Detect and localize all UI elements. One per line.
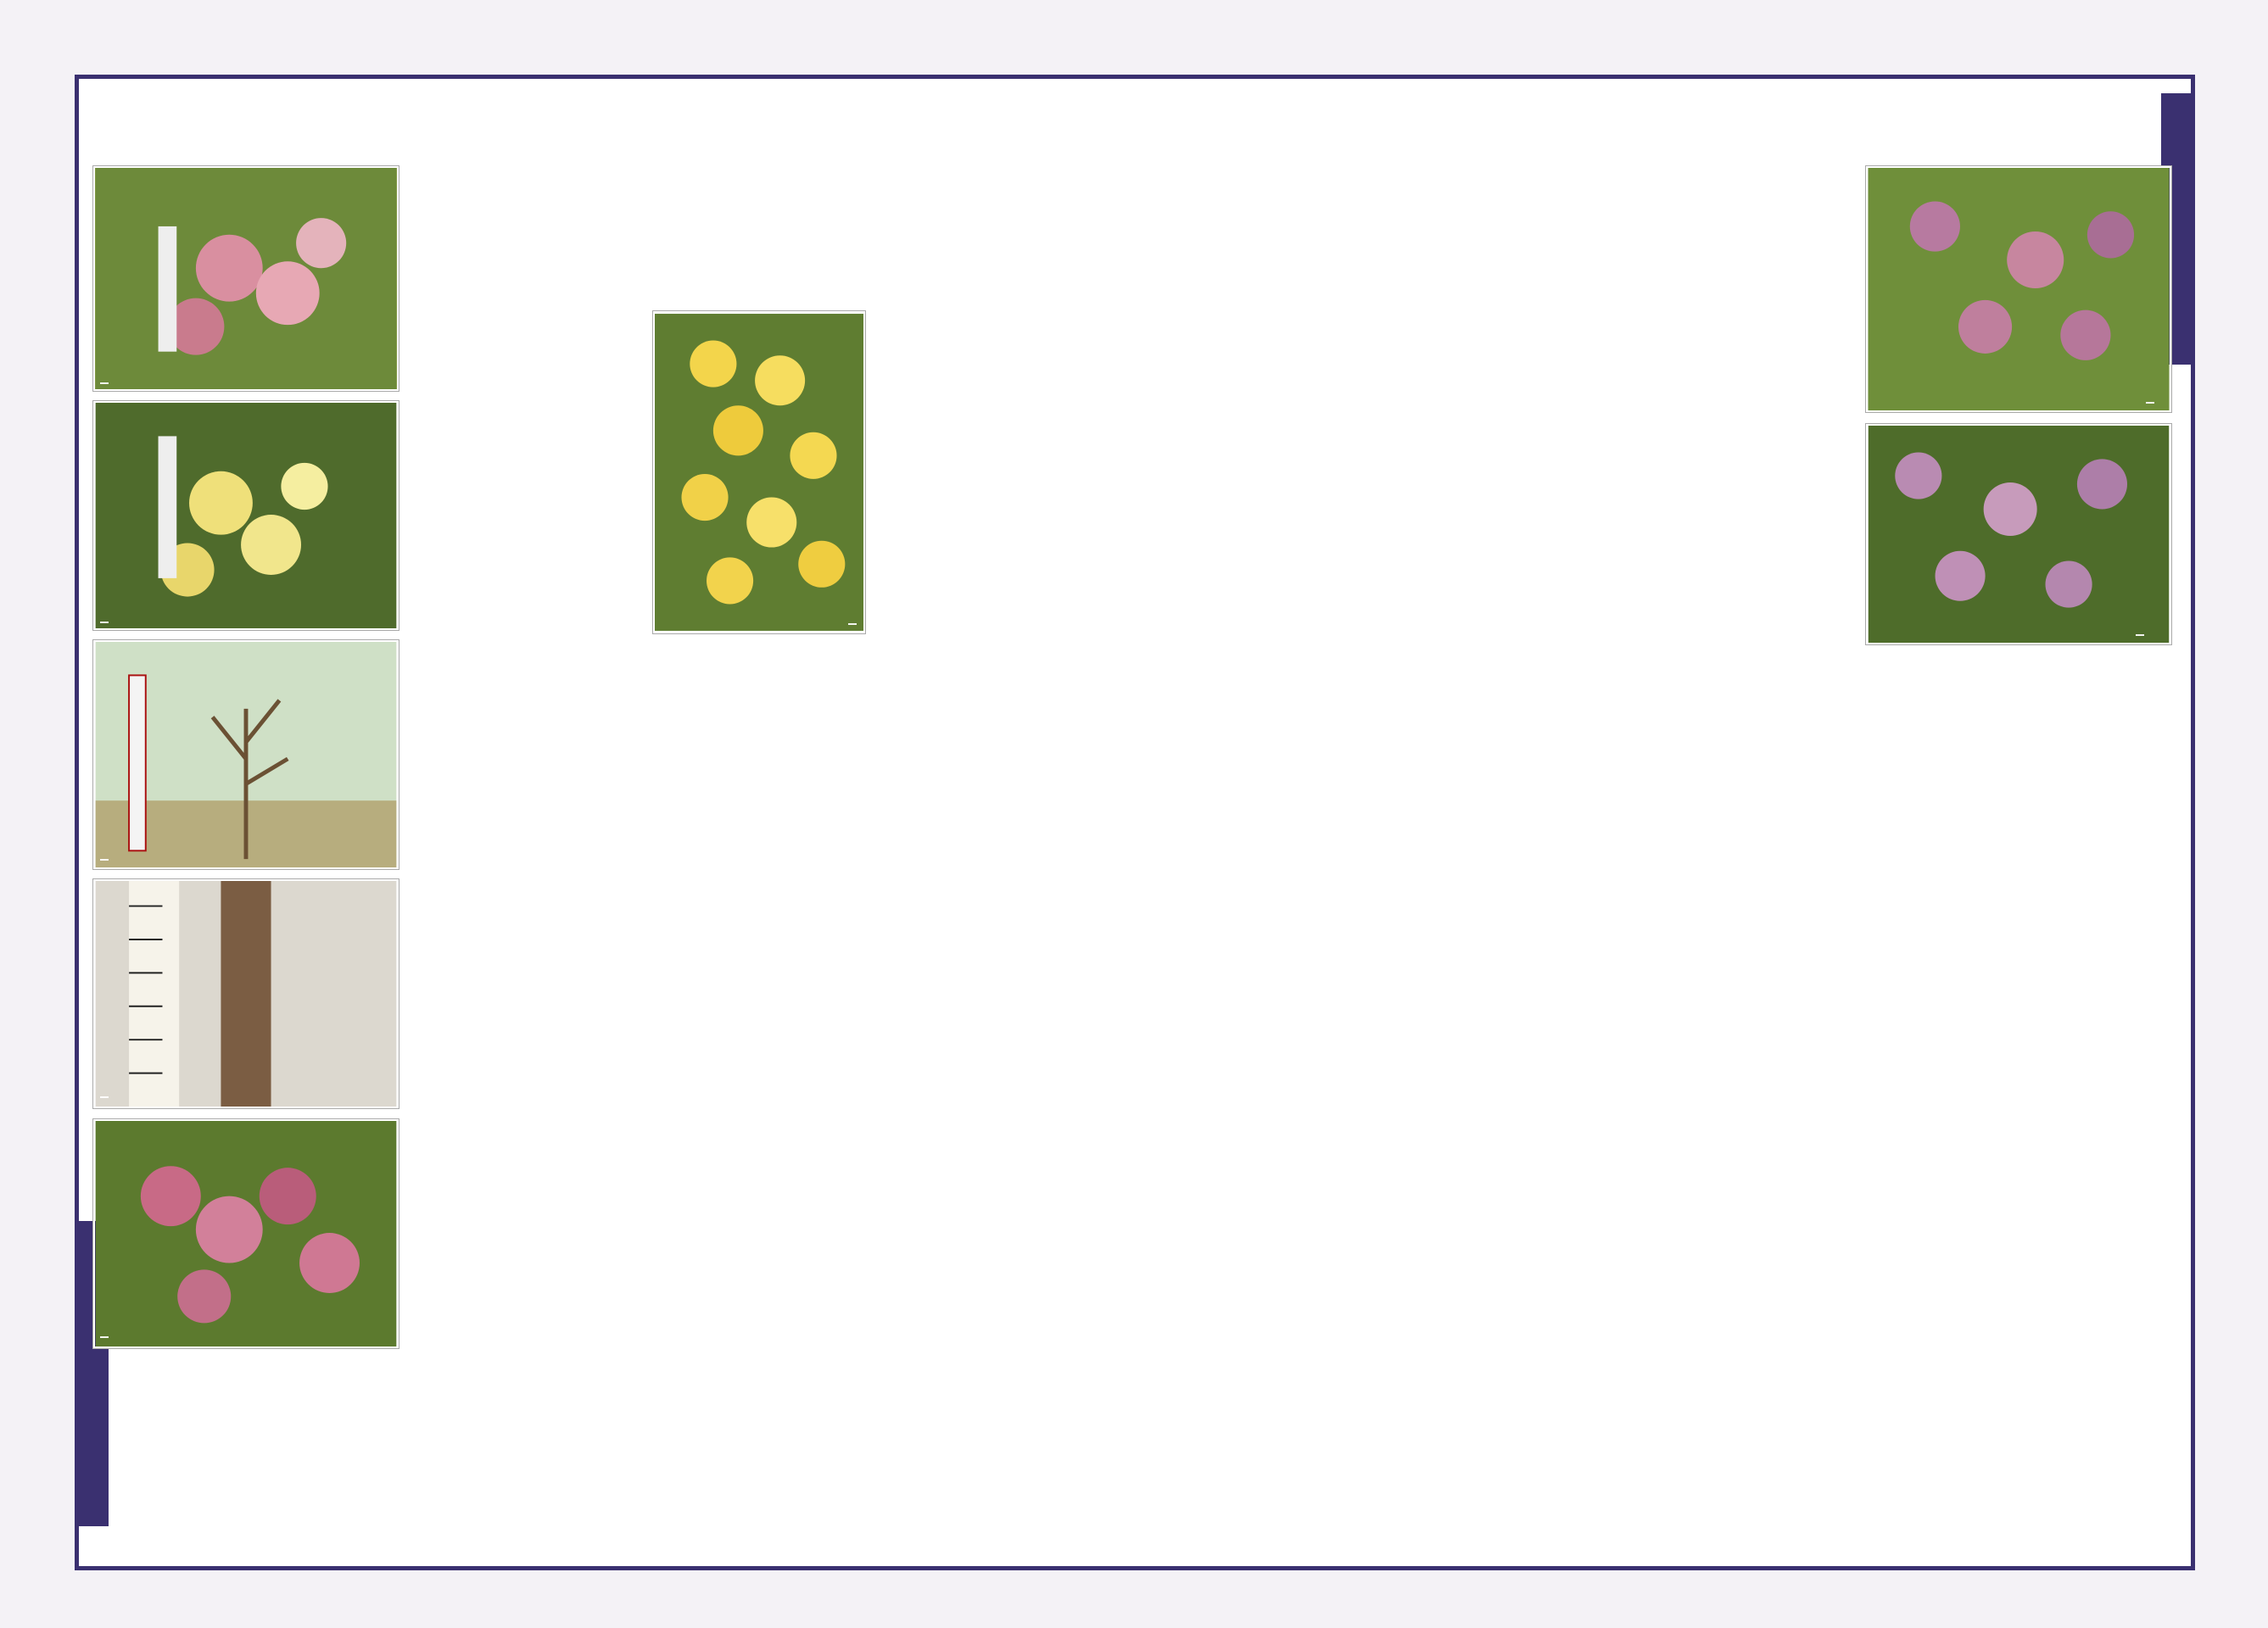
photo-yellow-hopty — [653, 311, 865, 633]
photo-ksenia — [93, 1119, 399, 1348]
plum-photo-image — [1868, 426, 2170, 643]
plum-photo-image — [95, 1121, 397, 1346]
plum-photo-image — [95, 403, 397, 628]
photo-caption — [100, 622, 109, 623]
photo-caption — [2136, 634, 2144, 636]
plum-photo-image — [1868, 168, 2170, 410]
plum-photo-image — [655, 313, 863, 632]
photo-caption — [100, 382, 109, 384]
plum-photo-image — [95, 642, 397, 867]
photo-caption — [100, 1096, 109, 1098]
photo-caption — [100, 1336, 109, 1338]
photo-vyprevanie — [93, 879, 399, 1108]
plum-photo-image — [95, 881, 397, 1107]
photo-caption — [2146, 402, 2154, 404]
plum-photo-image — [95, 168, 397, 389]
photo-vyprevanie-altai — [93, 640, 399, 869]
photo-peresvet — [1866, 424, 2171, 644]
photo-caption — [848, 623, 857, 625]
photo-vika — [93, 401, 399, 630]
photo-pamyati-putova — [1866, 166, 2171, 412]
photo-caption — [100, 859, 109, 861]
photo-altai-jubilee — [93, 166, 399, 391]
